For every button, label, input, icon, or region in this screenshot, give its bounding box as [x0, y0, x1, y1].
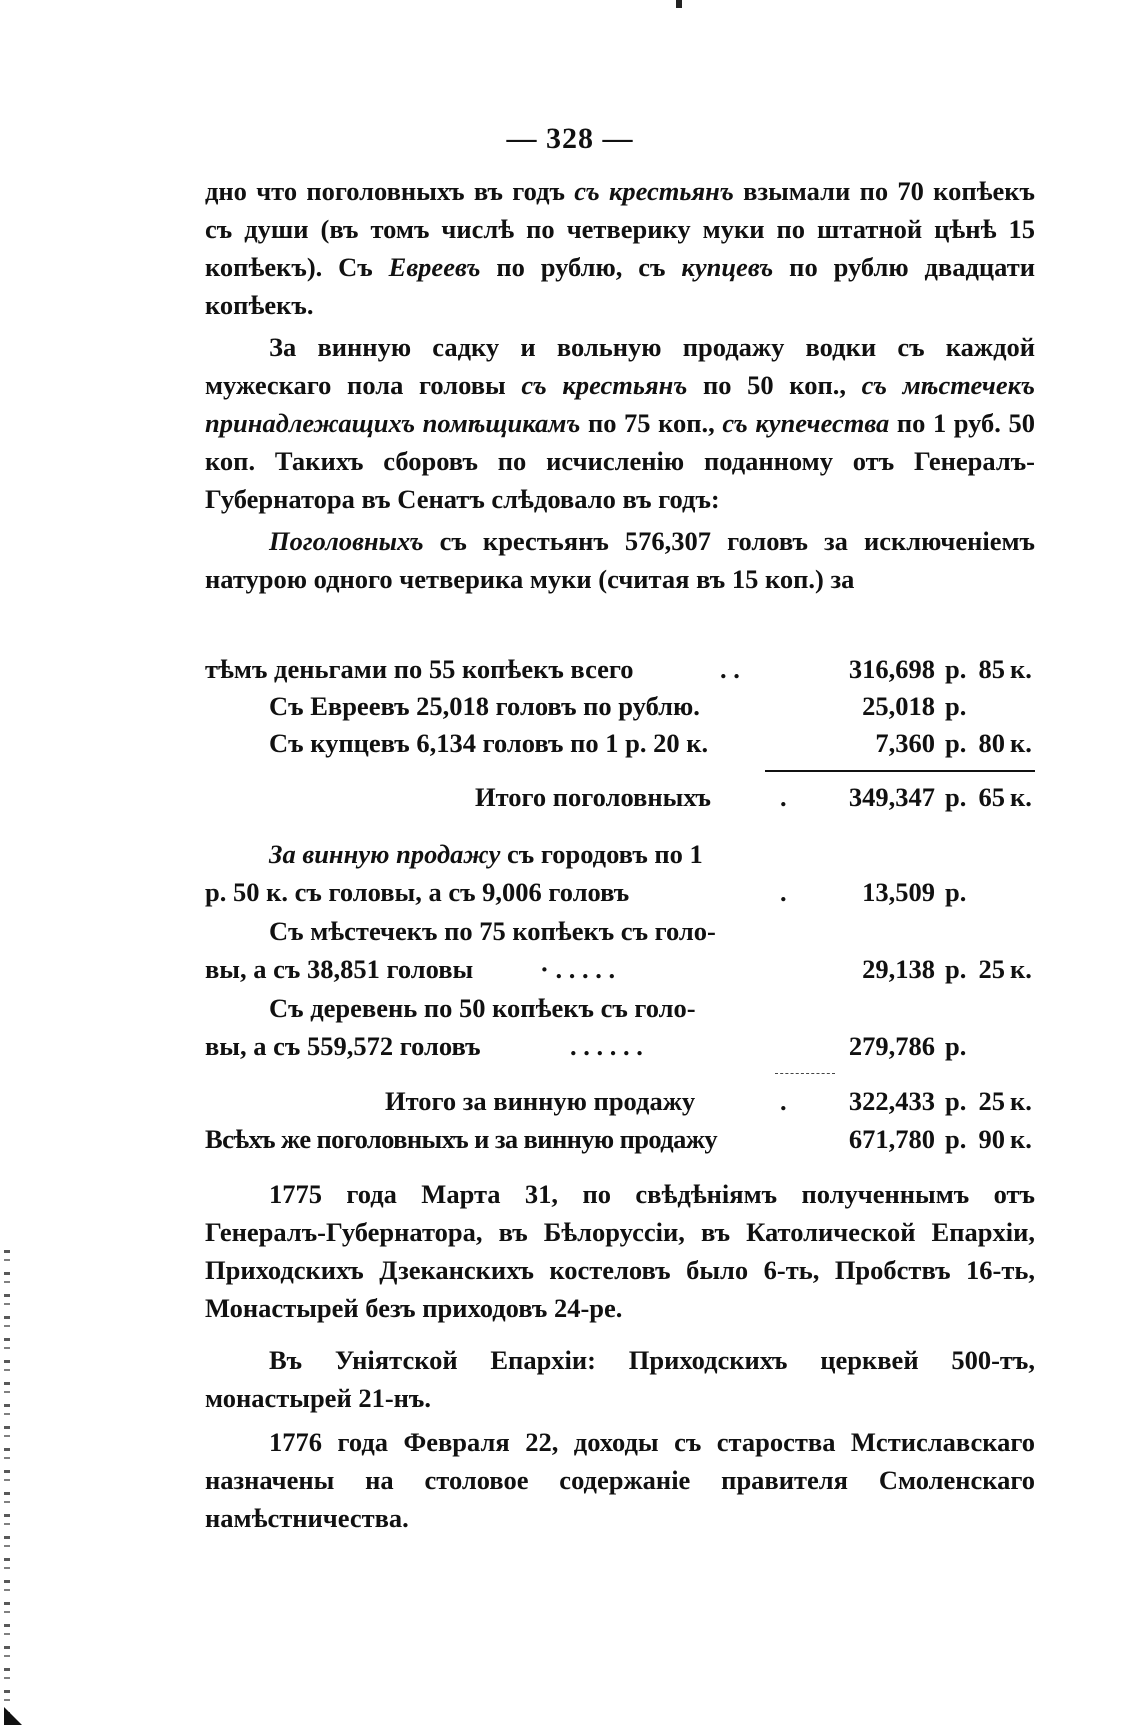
total-row: Итого поголовныхъ . 349,347 р. 65 к. — [475, 782, 1032, 812]
table-row: тѣмъ деньгами по 55 копѣекъ всего . . 316,698 р. 85 к. — [205, 654, 1032, 684]
table-row: Съ мѣстечекъ по 75 копѣекъ съ голо- — [269, 916, 716, 946]
table-row: Съ Евреевъ 25,018 головъ по рублю. 25,018 р. — [269, 691, 967, 721]
table-row: р. 50 к. съ головы, а съ 9,006 головъ . 13,509 р. — [205, 877, 967, 907]
paragraph-6: 1776 года Февраля 22, доходы съ староства Мстиславскаго назначены на столовое содержаніе правителя Смоленскаго намѣстничества. — [205, 1427, 1035, 1533]
body-text-lower — [205, 1175, 1035, 1537]
scan-mark — [676, 0, 682, 8]
body-text-upper — [205, 172, 1035, 598]
scan-corner-mark — [4, 1707, 22, 1725]
scan-edge-artifact — [4, 1250, 10, 1725]
page-number: — 328 — — [506, 122, 634, 155]
total-row: Итого за винную продажу . 322,433 р. 25 к. — [385, 1086, 1032, 1116]
table-row: За винную продажу съ городовъ по 1 — [269, 839, 703, 869]
paragraph-2: За винную садку и вольную продажу водки съ каждой мужескаго пола головы съ крестьянъ по 50 коп., съ мѣстечекъ принадлежащихъ помѣщикамъ по 75 коп., съ купечества по 1 руб. 50 коп. Такихъ сборовъ по исчисленію поданному отъ Генералъ-Губернатора въ Сенатъ слѣдовало въ годъ: — [205, 332, 1036, 514]
sum-rule — [765, 770, 1035, 772]
table-row: Съ деревень по 50 копѣекъ съ голо- — [269, 993, 696, 1023]
grand-total-row: Всѣхъ же поголовныхъ и за винную продажу 671,780 р. 90 к. — [205, 1124, 1032, 1154]
paragraph-5: Въ Уніятской Епархіи: Приходскихъ церквей 500-тъ, монастырей 21-нъ. — [205, 1345, 1035, 1413]
table-row: вы, а съ 559,572 головъ . . . . . . 279,786 р. — [205, 1031, 967, 1061]
table-row: Съ купцевъ 6,134 головъ по 1 р. 20 к. 7,360 р. 80 к. — [269, 728, 1032, 758]
paragraph-1: дно что поголовныхъ въ годъ съ крестьянъ взымали по 70 копѣекъ съ души (въ томъ числѣ по четверику муки по штатной цѣнѣ 15 копѣекъ). Съ Евреевъ по рублю, съ купцевъ по рублю двадцати копѣекъ. — [205, 176, 1035, 320]
paragraph-3: Поголовныхъ съ крестьянъ 576,307 головъ за исключеніемъ натурою одного четверика муки (считая въ 15 коп.) за — [205, 526, 1035, 594]
table-row: вы, а съ 38,851 головы · . . . . . 29,138 р. 25 к. — [205, 954, 1032, 984]
paragraph-4: 1775 года Марта 31, по свѣдѣніямъ полученнымъ отъ Генералъ-Губернатора, въ Бѣлоруссіи, въ Католической Епархіи, Приходскихъ Дзеканскихъ костеловъ было 6-ть, Пробствъ 16-ть, Монастырей безъ приходовъ 24-ре. — [205, 1179, 1035, 1323]
sum-rule — [775, 1073, 835, 1074]
